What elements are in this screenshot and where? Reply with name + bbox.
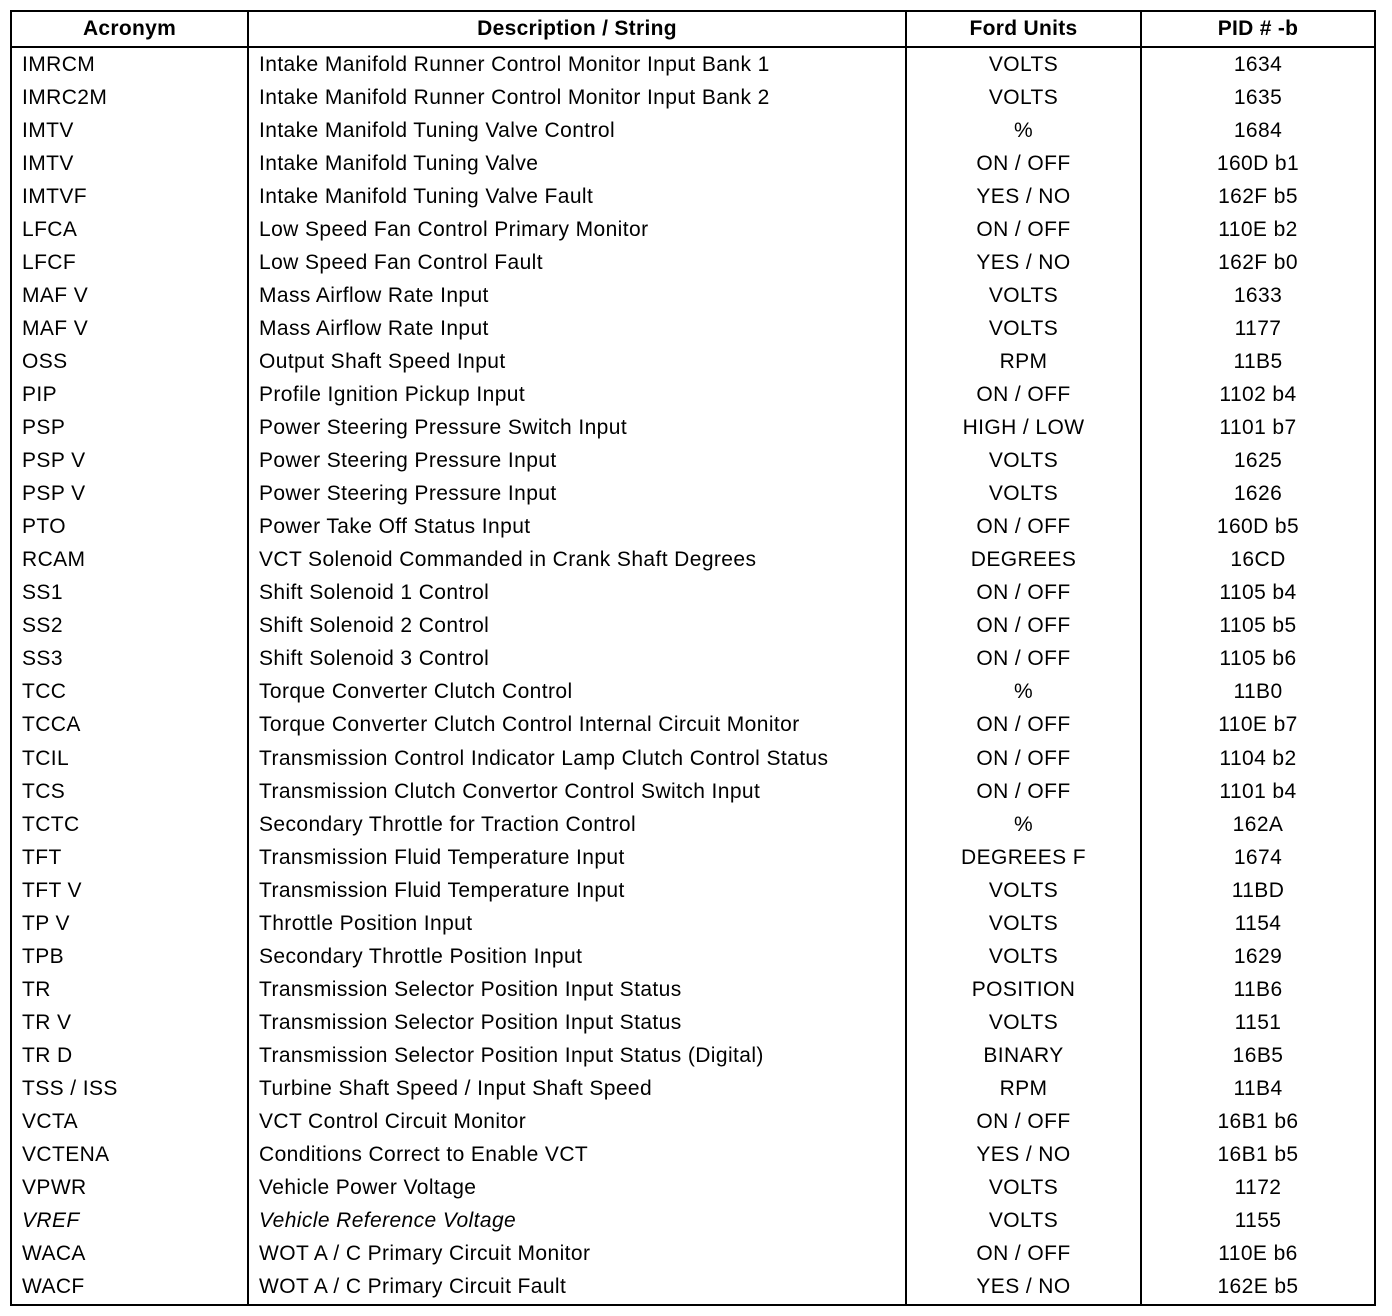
acronym-cell: IMRCM [12,47,248,81]
pid-cell: 16B5 [1232,1043,1284,1067]
table-body [12,47,1374,1304]
description-cell: Power Steering Pressure Input [248,445,906,478]
table-row [12,643,1374,676]
acronym-cell: IMTV [12,147,248,180]
description-cell: Transmission Fluid Temperature Input [248,874,906,907]
pid-cell: 1104 b2 [1219,746,1297,770]
pid-cell: 1172 [1234,1176,1282,1200]
acronym-cell: LFCF [12,246,248,279]
units-cell: YES / NO [906,1139,1141,1172]
pid-cell: 11B6 [1233,977,1283,1001]
pid-cell: 110E b2 [1218,217,1298,241]
pid-table-frame [10,10,1376,1306]
header-units: Ford Units [906,12,1141,47]
acronym-cell: PSP V [12,478,248,511]
units-cell: RPM [906,345,1141,378]
units-cell: VOLTS [906,1172,1141,1205]
units-cell: VOLTS [906,478,1141,511]
description-cell: Transmission Selector Position Input Status [248,973,906,1006]
pid-cell: 1105 b4 [1219,581,1297,605]
table-row [12,775,1374,808]
table-row [12,246,1374,279]
table-row [12,1039,1374,1072]
acronym-cell: PTO [12,511,248,544]
description-cell: Transmission Fluid Temperature Input [248,841,906,874]
header-row [12,12,1374,47]
description-cell: Intake Manifold Runner Control Monitor Input Bank 2 [248,81,906,114]
table-row [12,1205,1374,1238]
acronym-cell: TR D [12,1039,248,1072]
description-cell: Intake Manifold Tuning Valve [248,147,906,180]
units-cell: ON / OFF [906,213,1141,246]
pid-cell: 1629 [1233,944,1283,968]
pid-cell: 1684 [1233,118,1283,142]
table-row [12,47,1374,81]
pid-table [12,12,1374,1304]
acronym-cell: IMTVF [12,180,248,213]
units-cell: YES / NO [906,1271,1141,1304]
description-cell: Power Steering Pressure Switch Input [248,412,906,445]
description-cell: Intake Manifold Runner Control Monitor Input Bank 1 [248,47,906,81]
units-cell: VOLTS [906,940,1141,973]
table-row [12,345,1374,378]
description-cell: Intake Manifold Tuning Valve Control [248,114,906,147]
acronym-cell: VCTA [12,1106,248,1139]
table-row [12,213,1374,246]
table-row [12,412,1374,445]
acronym-cell: TCC [12,676,248,709]
acronym-cell: TFT [12,841,248,874]
table-row [12,1006,1374,1039]
table-row [12,1271,1374,1304]
description-cell: Shift Solenoid 3 Control [248,643,906,676]
acronym-cell: VCTENA [12,1139,248,1172]
units-cell: % [906,114,1141,147]
table-row [12,180,1374,213]
description-cell: Output Shaft Speed Input [248,345,906,378]
acronym-cell: OSS [12,345,248,378]
units-cell: POSITION [906,973,1141,1006]
description-cell: Transmission Clutch Convertor Control Switch Input [248,775,906,808]
acronym-cell: TFT V [12,874,248,907]
acronym-cell: VPWR [12,1172,248,1205]
units-cell: ON / OFF [906,511,1141,544]
acronym-cell: SS3 [12,643,248,676]
description-cell: Low Speed Fan Control Fault [248,246,906,279]
pid-cell: 16B1 b5 [1217,1143,1299,1167]
table-row [12,841,1374,874]
units-cell: VOLTS [906,445,1141,478]
pid-cell: 1635 [1233,85,1283,109]
table-row [12,874,1374,907]
pid-cell: 16B1 b6 [1217,1110,1299,1134]
pid-cell: 1151 [1234,1010,1282,1034]
description-cell: Profile Ignition Pickup Input [248,378,906,411]
units-cell: VOLTS [906,1205,1141,1238]
acronym-cell: IMTV [12,114,248,147]
table-row [12,1106,1374,1139]
acronym-cell: SS1 [12,577,248,610]
pid-cell: 160D b5 [1216,515,1300,539]
acronym-cell: IMRC2M [12,81,248,114]
description-cell: Transmission Selector Position Input Status [248,1006,906,1039]
acronym-cell: TCIL [12,742,248,775]
description-cell: Power Take Off Status Input [248,511,906,544]
acronym-cell: PIP [12,378,248,411]
description-cell: Turbine Shaft Speed / Input Shaft Speed [248,1072,906,1105]
table-row [12,577,1374,610]
table-row [12,940,1374,973]
description-cell: Torque Converter Clutch Control Internal Circuit Monitor [248,709,906,742]
description-cell: Secondary Throttle for Traction Control [248,808,906,841]
description-cell: Mass Airflow Rate Input [248,312,906,345]
description-cell: Power Steering Pressure Input [248,478,906,511]
units-cell: DEGREES [906,544,1141,577]
header-description: Description / String [248,12,906,47]
acronym-cell: PSP [12,412,248,445]
table-row [12,1172,1374,1205]
description-cell: Shift Solenoid 1 Control [248,577,906,610]
acronym-cell: PSP V [12,445,248,478]
table-row [12,544,1374,577]
acronym-cell: MAF V [12,279,248,312]
description-cell: VCT Control Circuit Monitor [248,1106,906,1139]
acronym-cell: TCCA [12,709,248,742]
units-cell: VOLTS [906,907,1141,940]
table-row [12,907,1374,940]
units-cell: VOLTS [906,81,1141,114]
units-cell: RPM [906,1072,1141,1105]
units-cell: % [906,808,1141,841]
acronym-cell: WACA [12,1238,248,1271]
description-cell: Conditions Correct to Enable VCT [248,1139,906,1172]
table-row [12,610,1374,643]
units-cell: ON / OFF [906,378,1141,411]
acronym-cell: TSS / ISS [12,1072,248,1105]
header-pid: PID # -b [1141,12,1374,47]
pid-cell: 1105 b5 [1219,614,1297,638]
pid-cell: 1633 [1233,283,1283,307]
pid-cell: 1101 b4 [1219,779,1297,803]
acronym-cell: TR [12,973,248,1006]
pid-cell: 1154 [1234,911,1282,935]
table-row [12,478,1374,511]
acronym-cell: MAF V [12,312,248,345]
pid-cell: 1674 [1233,845,1283,869]
table-row [12,1072,1374,1105]
pid-cell: 11B5 [1233,349,1283,373]
table-row [12,742,1374,775]
units-cell: ON / OFF [906,147,1141,180]
table-row [12,676,1374,709]
pid-cell: 1105 b6 [1219,647,1297,671]
units-cell: HIGH / LOW [906,412,1141,445]
units-cell: ON / OFF [906,775,1141,808]
acronym-cell: TCS [12,775,248,808]
description-cell: Vehicle Power Voltage [248,1172,906,1205]
units-cell: ON / OFF [906,1238,1141,1271]
description-cell: Secondary Throttle Position Input [248,940,906,973]
units-cell: VOLTS [906,874,1141,907]
pid-cell: 1634 [1233,52,1283,76]
table-row [12,808,1374,841]
units-cell: ON / OFF [906,1106,1141,1139]
table-row [12,709,1374,742]
units-cell: DEGREES F [906,841,1141,874]
units-cell: ON / OFF [906,610,1141,643]
acronym-cell: TP V [12,907,248,940]
pid-cell: 11BD [1231,878,1285,902]
units-cell: VOLTS [906,279,1141,312]
units-cell: YES / NO [906,246,1141,279]
description-cell: Mass Airflow Rate Input [248,279,906,312]
acronym-cell: VREF [12,1205,248,1238]
pid-cell: 1625 [1233,449,1283,473]
units-cell: ON / OFF [906,643,1141,676]
table-row [12,511,1374,544]
units-cell: BINARY [906,1039,1141,1072]
units-cell: VOLTS [906,1006,1141,1039]
description-cell: Torque Converter Clutch Control [248,676,906,709]
description-cell: Intake Manifold Tuning Valve Fault [248,180,906,213]
units-cell: % [906,676,1141,709]
units-cell: ON / OFF [906,577,1141,610]
acronym-cell: LFCA [12,213,248,246]
description-cell: WOT A / C Primary Circuit Monitor [248,1238,906,1271]
table-row [12,378,1374,411]
acronym-cell: WACF [12,1271,248,1304]
pid-cell: 162F b0 [1218,250,1298,274]
table-row [12,312,1374,345]
description-cell: Low Speed Fan Control Primary Monitor [248,213,906,246]
table-row [12,81,1374,114]
table-row [12,114,1374,147]
header-acronym: Acronym [12,12,248,47]
pid-cell: 162A [1232,812,1284,836]
acronym-cell: TR V [12,1006,248,1039]
pid-cell: 1626 [1233,482,1283,506]
pid-cell: 11B0 [1233,680,1283,704]
description-cell: WOT A / C Primary Circuit Fault [248,1271,906,1304]
table-row [12,1139,1374,1172]
pid-cell: 11B4 [1233,1076,1283,1100]
pid-cell: 1177 [1234,316,1282,340]
table-row [12,973,1374,1006]
units-cell: ON / OFF [906,709,1141,742]
pid-cell: 110E b7 [1218,713,1298,737]
description-cell: Vehicle Reference Voltage [248,1205,906,1238]
pid-cell: 1101 b7 [1219,416,1297,440]
table-row [12,279,1374,312]
acronym-cell: TPB [12,940,248,973]
pid-cell: 16CD [1230,548,1286,572]
description-cell: VCT Solenoid Commanded in Crank Shaft Degrees [248,544,906,577]
description-cell: Transmission Control Indicator Lamp Clutch Control Status [248,742,906,775]
description-cell: Transmission Selector Position Input Status (Digital) [248,1039,906,1072]
pid-cell: 110E b6 [1218,1242,1298,1266]
units-cell: ON / OFF [906,742,1141,775]
pid-cell: 1102 b4 [1219,382,1297,406]
acronym-cell: RCAM [12,544,248,577]
acronym-cell: TCTC [12,808,248,841]
acronym-cell: SS2 [12,610,248,643]
units-cell: YES / NO [906,180,1141,213]
pid-cell: 1155 [1234,1209,1282,1233]
units-cell: VOLTS [906,47,1141,81]
description-cell: Shift Solenoid 2 Control [248,610,906,643]
pid-cell: 162E b5 [1217,1275,1299,1299]
units-cell: VOLTS [906,312,1141,345]
pid-cell: 160D b1 [1216,151,1300,175]
table-row [12,445,1374,478]
pid-cell: 162F b5 [1218,184,1298,208]
description-cell: Throttle Position Input [248,907,906,940]
table-row [12,147,1374,180]
table-row [12,1238,1374,1271]
